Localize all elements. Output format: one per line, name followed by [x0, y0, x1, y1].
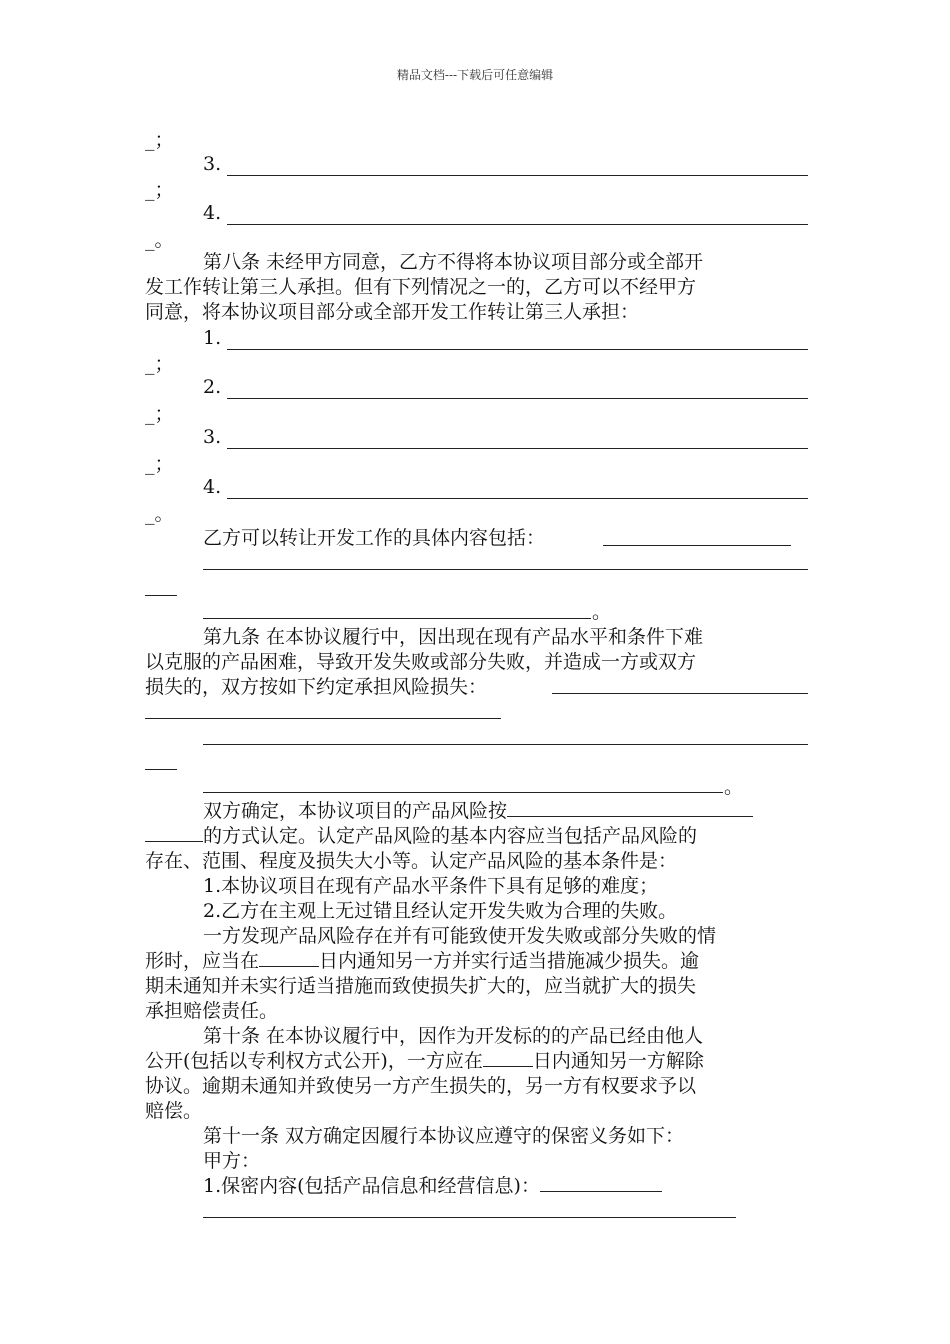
article-10-line-4: 赔偿。 [145, 1100, 203, 1122]
period-mark: 。 [592, 601, 612, 623]
risk-line-3: 存在、范围、程度及损失大小等。认定产品风险的基本条件是： [145, 850, 678, 872]
blank-item-4: 4. [203, 201, 808, 225]
continuation-line: _； [145, 129, 174, 151]
blank-item-4: 4. [203, 475, 808, 499]
article-10-line-3: 协议。逾期未通知并致使另一方产生损失的，另一方有权要求予以 [145, 1075, 697, 1097]
blank-line [203, 1217, 736, 1218]
blank-item-2: 2. [203, 375, 808, 399]
period-mark: 。 [724, 776, 744, 798]
blank-line [552, 693, 808, 694]
blank-line [145, 595, 177, 596]
condition-2: 2.乙方在主观上无过错且经认定开发失败为合理的失败。 [203, 900, 678, 922]
continuation-line: _。 [145, 503, 174, 525]
blank-line [203, 744, 808, 745]
article-8-line-2: 发工作转让第三人承担。但有下列情况之一的，乙方可以不经甲方 [145, 276, 697, 298]
blank-line [145, 769, 177, 770]
notice-line-3: 期未通知并未实行适当措施而致使损失扩大的，应当就扩大的损失 [145, 975, 697, 997]
blank-line [203, 792, 723, 793]
article-9-line-3: 损失的，双方按如下约定承担风险损失： [145, 676, 488, 698]
article-10-line-1: 第十条 在本协议履行中，因作为开发标的的产品已经由他人 [203, 1025, 704, 1047]
blank-item-3: 3. [203, 152, 808, 176]
article-9-line-1: 第九条 在本协议履行中，因出现在现有产品水平和条件下难 [203, 626, 704, 648]
article-8-line-3: 同意，将本协议项目部分或全部开发工作转让第三人承担： [145, 301, 640, 323]
continuation-line: _； [145, 403, 174, 425]
party-a-label: 甲方： [203, 1150, 261, 1172]
continuation-line: _； [145, 353, 174, 375]
blank-line [603, 545, 791, 546]
risk-line-1: 双方确定，本协议项目的产品风险按 [203, 799, 808, 823]
blank-item-3: 3. [203, 425, 808, 449]
transfer-content-label: 乙方可以转让开发工作的具体内容包括： [203, 527, 546, 549]
condition-1: 1.本协议项目在现有产品水平条件下具有足够的难度； [203, 875, 659, 897]
blank-item-1: 1. [203, 326, 808, 350]
notice-line-2: 形时，应当在 日内通知另一方并实行适当措施减少损失。逾 [145, 950, 700, 972]
article-9-line-2: 以克服的产品困难，导致开发失败或部分失败，并造成一方或双方 [145, 651, 697, 673]
blank-line [203, 618, 591, 619]
notice-line-1: 一方发现产品风险存在并有可能致使开发失败或部分失败的情 [203, 925, 717, 947]
notice-line-4: 承担赔偿责任。 [145, 1000, 279, 1022]
continuation-line: _。 [145, 229, 174, 251]
article-11-line-1: 第十一条 双方确定因履行本协议应遵守的保密义务如下： [203, 1125, 685, 1147]
article-10-line-2: 公开(包括以专利权方式公开)，一方应在 日内通知另一方解除 [145, 1050, 704, 1072]
blank-line [203, 569, 808, 570]
continuation-line: _； [145, 179, 174, 201]
continuation-line: _； [145, 453, 174, 475]
risk-line-2: 的方式认定。认定产品风险的基本内容应当包括产品风险的 [145, 824, 808, 848]
page-header: 精品文档---下载后可任意编辑 [396, 68, 554, 82]
blank-line [145, 718, 501, 719]
confidential-item-1: 1.保密内容(包括产品信息和经营信息)： [203, 1174, 808, 1198]
article-8-line-1: 第八条 未经甲方同意，乙方不得将本协议项目部分或全部开 [203, 251, 704, 273]
